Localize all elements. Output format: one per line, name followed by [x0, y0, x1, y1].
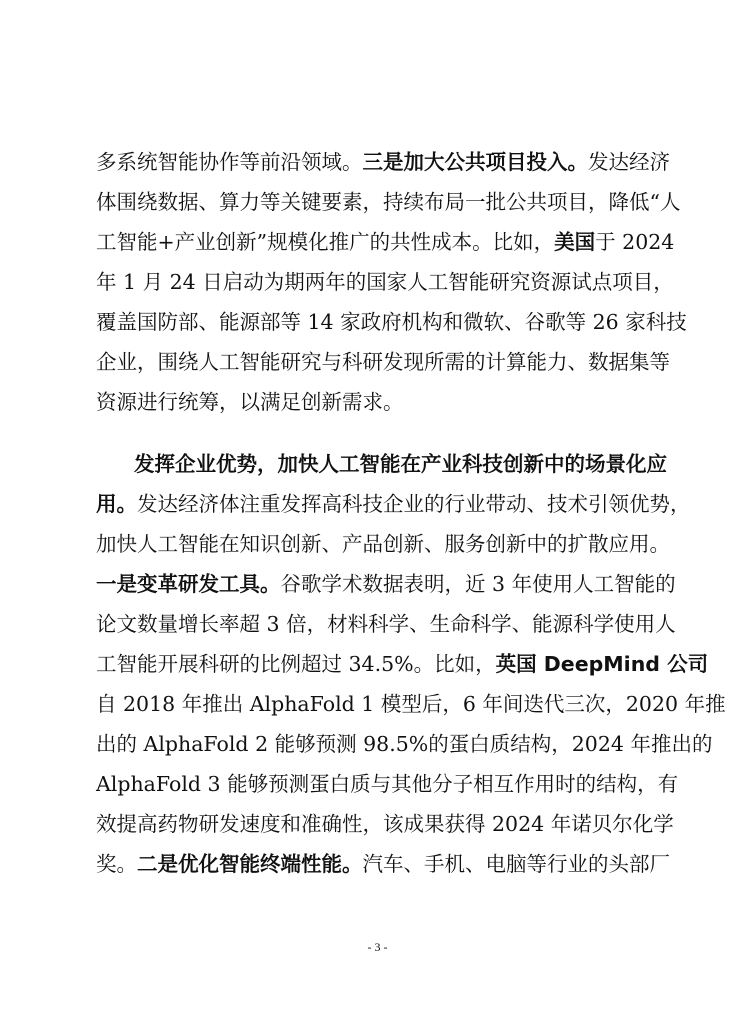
text-line: 资源进行统筹，以满足创新需求。	[96, 390, 404, 414]
text-line: 出的 AlphaFold 2 能够预测 98.5%的蛋白质结构，2024 年推出的	[96, 732, 713, 756]
text-line	[96, 850, 670, 878]
bold-phrase: 用。	[96, 492, 137, 516]
text-run: 发达经济	[588, 150, 670, 174]
text-run: 于 2024	[595, 230, 675, 254]
text-line	[96, 490, 691, 518]
bold-phrase: 美国	[554, 230, 596, 254]
text-line: 年 1 月 24 日启动为期两年的国家人工智能研究资源试点项目，	[96, 270, 674, 294]
text-line: 加快人工智能在知识创新、产品创新、服务创新中的扩散应用。	[96, 532, 670, 556]
text-line	[96, 650, 709, 678]
page-number: - 3 -	[367, 940, 388, 954]
text-run: 奖。	[96, 852, 137, 876]
text-run: 工智能+产业创新”规模化推广的共性成本。比如，	[96, 230, 555, 254]
text-line	[96, 148, 670, 176]
bold-phrase: 二是优化智能终端性能。	[137, 852, 363, 876]
section-heading	[134, 450, 667, 478]
text-run: 发达经济体注重发挥高科技企业的行业带动、技术引领优势，	[137, 492, 691, 516]
bold-phrase: 一是变革研发工具。	[96, 572, 281, 596]
bold-phrase: 发挥企业优势，加快人工智能在产业科技创新中的场景化应	[134, 452, 667, 476]
text-line: 自 2018 年推出 AlphaFold 1 模型后，6 年间迭代三次，2020 年推	[96, 692, 726, 716]
text-line: 体围绕数据、算力等关键要素，持续布局一批公共项目，降低“人	[96, 190, 681, 214]
bold-phrase: 英国 DeepMind 公司	[495, 652, 709, 676]
text-line	[96, 570, 676, 598]
text-line	[96, 228, 675, 256]
text-line: 效提高药物研发速度和准确性，该成果获得 2024 年诺贝尔化学	[96, 812, 674, 836]
text-run: 谷歌学术数据表明，近 3 年使用人工智能的	[280, 572, 676, 596]
text-line: 覆盖国防部、能源部等 14 家政府机构和微软、谷歌等 26 家科技	[96, 310, 687, 334]
text-line: AlphaFold 3 能够预测蛋白质与其他分子相互作用时的结构，有	[96, 772, 679, 796]
text-run: 工智能开展科研的比例超过 34.5%。比如，	[96, 652, 496, 676]
text-run: 汽车、手机、电脑等行业的头部厂	[362, 852, 670, 876]
text-run: 多系统智能协作等前沿领域。	[96, 150, 363, 174]
text-line: 论文数量增长率超 3 倍，材料科学、生命科学、能源科学使用人	[96, 612, 676, 636]
bold-phrase: 三是加大公共项目投入。	[362, 150, 588, 174]
text-line: 企业，围绕人工智能研究与科研发现所需的计算能力、数据集等	[96, 350, 670, 374]
